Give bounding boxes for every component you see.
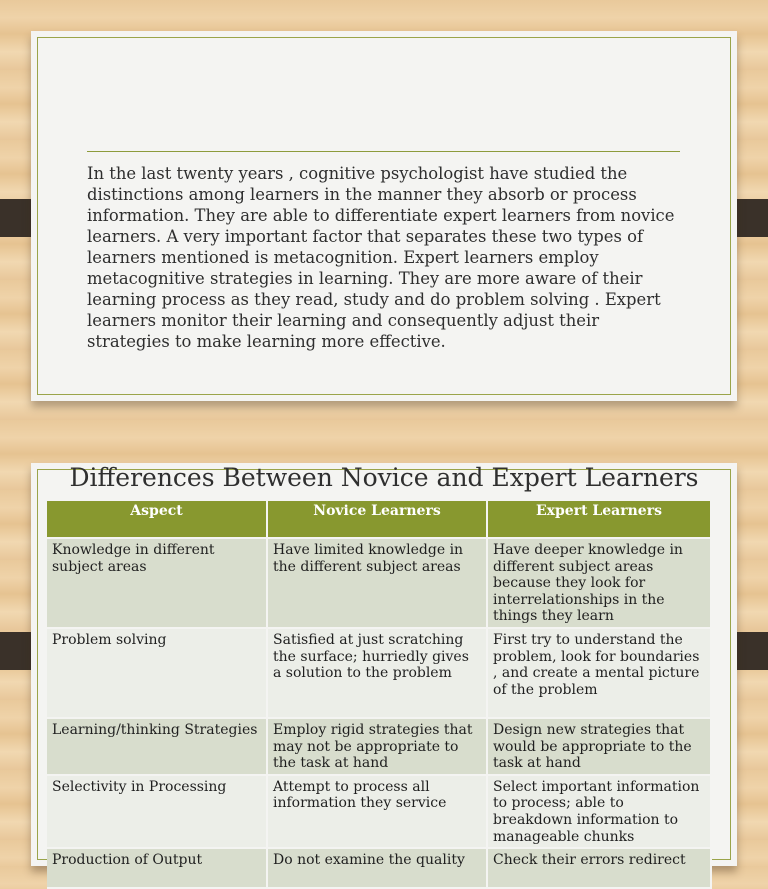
header-expert: Expert Learners: [487, 501, 711, 538]
table-row: [47, 718, 711, 775]
cell-novice: Employ rigid strategies that may not be appropriate to the task at hand: [267, 718, 487, 775]
cell-aspect: Problem solving: [47, 628, 267, 718]
table-row: [47, 628, 711, 718]
cell-expert: First try to understand the problem, look for boundaries , and create a mental picture of the problem: [487, 628, 711, 718]
body-paragraph: In the last twenty years , cognitive psychologist have studied the distinctions among learners in the manner they absorb or process information. They are able to differentiate expert learners from novice learners. A very important factor that separates these two types of learners mentioned is metacognition. Expert learners employ metacognitive strategies in learning. They are more aware of their learning process as they read, study and do problem solving . Expert learners monitor their learning and consequently adjust their strategies to make learning more effective.: [87, 164, 675, 351]
cell-novice: Satisfied at just scratching the surface; hurriedly gives a solution to the problem: [267, 628, 487, 718]
comparison-table: [47, 501, 712, 889]
cell-novice: Have limited knowledge in the different subject areas: [267, 538, 487, 628]
table-row: [47, 775, 711, 848]
table-row: [47, 848, 711, 888]
cell-aspect: Production of Output: [47, 848, 267, 888]
header-aspect: Aspect: [47, 501, 267, 538]
cell-aspect: Learning/thinking Strategies: [47, 718, 267, 775]
slide-title: Differences Between Novice and Expert Learners: [69, 463, 699, 492]
table-header-row: [47, 501, 711, 538]
cell-aspect: Selectivity in Processing: [47, 775, 267, 848]
cell-expert: Design new strategies that would be appropriate to the task at hand: [487, 718, 711, 775]
cell-aspect: Knowledge in different subject areas: [47, 538, 267, 628]
table-row: [47, 538, 711, 628]
cell-novice: Attempt to process all information they service: [267, 775, 487, 848]
slide-1[interactable]: [31, 31, 737, 401]
title-divider: [87, 151, 680, 152]
cell-expert: Have deeper knowledge in different subject areas because they look for interrelationships in the things they learn: [487, 538, 711, 628]
cell-expert: Check their errors redirect: [487, 848, 711, 888]
slide-2[interactable]: [31, 463, 737, 869]
cell-expert: Select important information to process; able to breakdown information to manageable chunks: [487, 775, 711, 848]
cell-novice: Do not examine the quality: [267, 848, 487, 888]
header-novice: Novice Learners: [267, 501, 487, 538]
